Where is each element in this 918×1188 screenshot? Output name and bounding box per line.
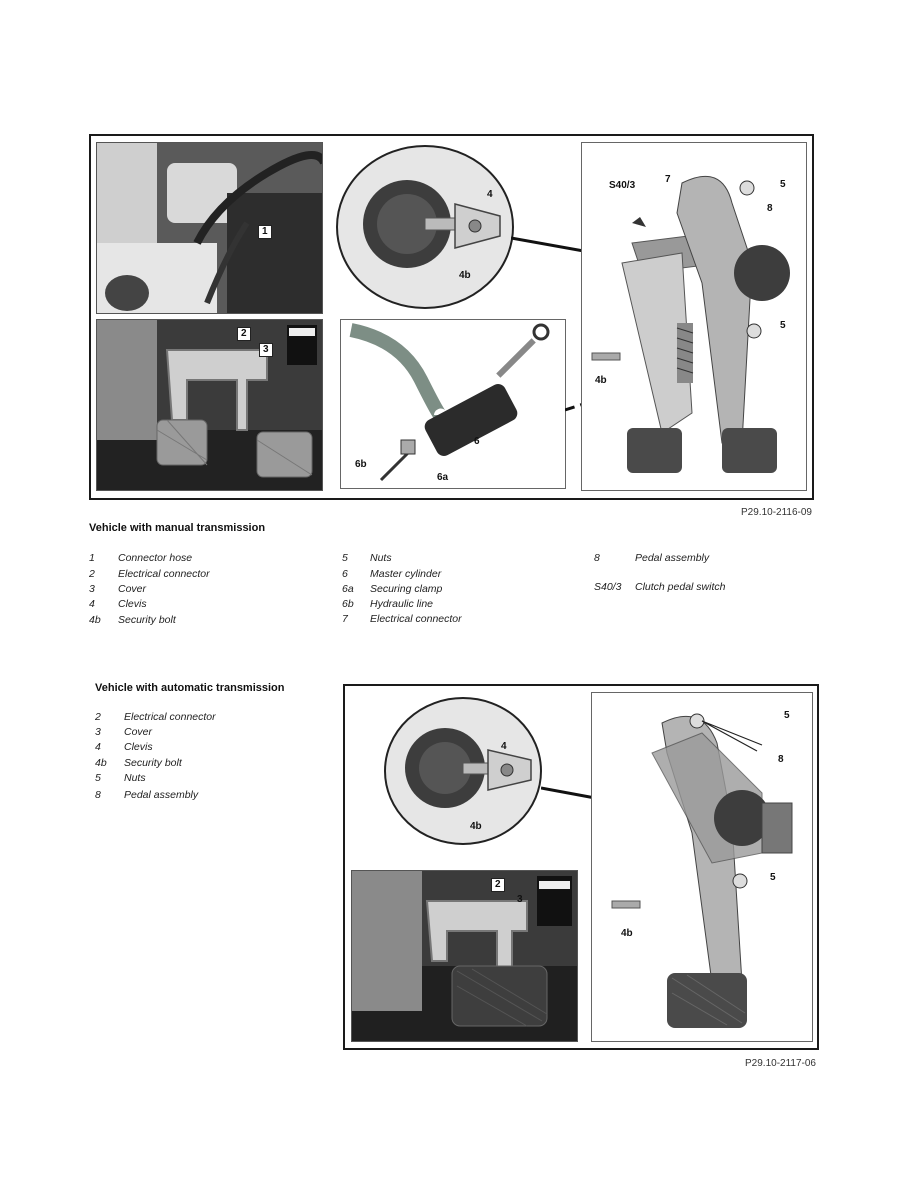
manual-heading: Vehicle with manual transmission (89, 522, 266, 534)
automatic-heading: Vehicle with automatic transmission (95, 682, 285, 694)
callout-6a: 6a (437, 472, 449, 483)
callout-3: 3 (259, 343, 273, 357)
automatic-zoom-clevis (383, 696, 543, 846)
callout-5-top: 5 (784, 710, 790, 721)
manual-zoom-clevis (335, 144, 515, 310)
callout-4b-pedal: 4b (595, 375, 607, 386)
callout-4b-zoom: 4b (470, 821, 482, 832)
automatic-figure-frame (343, 684, 819, 1050)
footwell-illustration (352, 871, 578, 1042)
callout-5-bottom: 5 (780, 320, 786, 331)
callout-4b-zoom: 4b (459, 270, 471, 281)
manual-panel-pedal-assembly (581, 142, 807, 491)
automatic-legend: 2 Electrical connector 3 Cover 4 Clevis 4b Security bolt 5 Nuts 8 Pedal assembly (95, 711, 216, 801)
manual-legend: 1 Connector hose 2 Electrical connector 3 Cover 4 Clevis 4b Security bolt 5 Nuts 6 Master cylinder 6a Securing clamp 6b Hydraulic line 7 Electrical connector 8 Pedal assembly S40/3 Clutch pedal switch (89, 552, 726, 626)
callout-6b: 6b (355, 459, 367, 470)
footwell-illustration (97, 320, 323, 491)
callout-4b-pedal: 4b (621, 928, 633, 939)
manual-photo-engine-bay (96, 142, 323, 314)
callout-2: 2 (491, 878, 505, 892)
callout-4: 4 (487, 189, 493, 200)
manual-photo-footwell (96, 319, 323, 491)
callout-7: 7 (665, 174, 671, 185)
callout-8: 8 (767, 203, 773, 214)
callout-4: 4 (501, 741, 507, 752)
callout-1: 1 (258, 225, 272, 239)
callout-5-bottom: 5 (770, 872, 776, 883)
automatic-figure-id: P29.10-2117-06 (745, 1058, 816, 1069)
callout-5-top: 5 (780, 179, 786, 190)
automatic-photo-footwell (351, 870, 578, 1042)
engine-bay-illustration (97, 143, 323, 314)
callout-3: 3 (517, 894, 523, 905)
manual-figure-frame (89, 134, 814, 500)
manual-figure-id: P29.10-2116-09 (741, 507, 812, 518)
callout-2: 2 (237, 327, 251, 341)
callout-8: 8 (778, 754, 784, 765)
manual-panel-master-cylinder (340, 319, 566, 489)
callout-6: 6 (474, 436, 480, 447)
callout-S40-3: S40/3 (609, 180, 636, 191)
automatic-panel-pedal-assembly (591, 692, 813, 1042)
